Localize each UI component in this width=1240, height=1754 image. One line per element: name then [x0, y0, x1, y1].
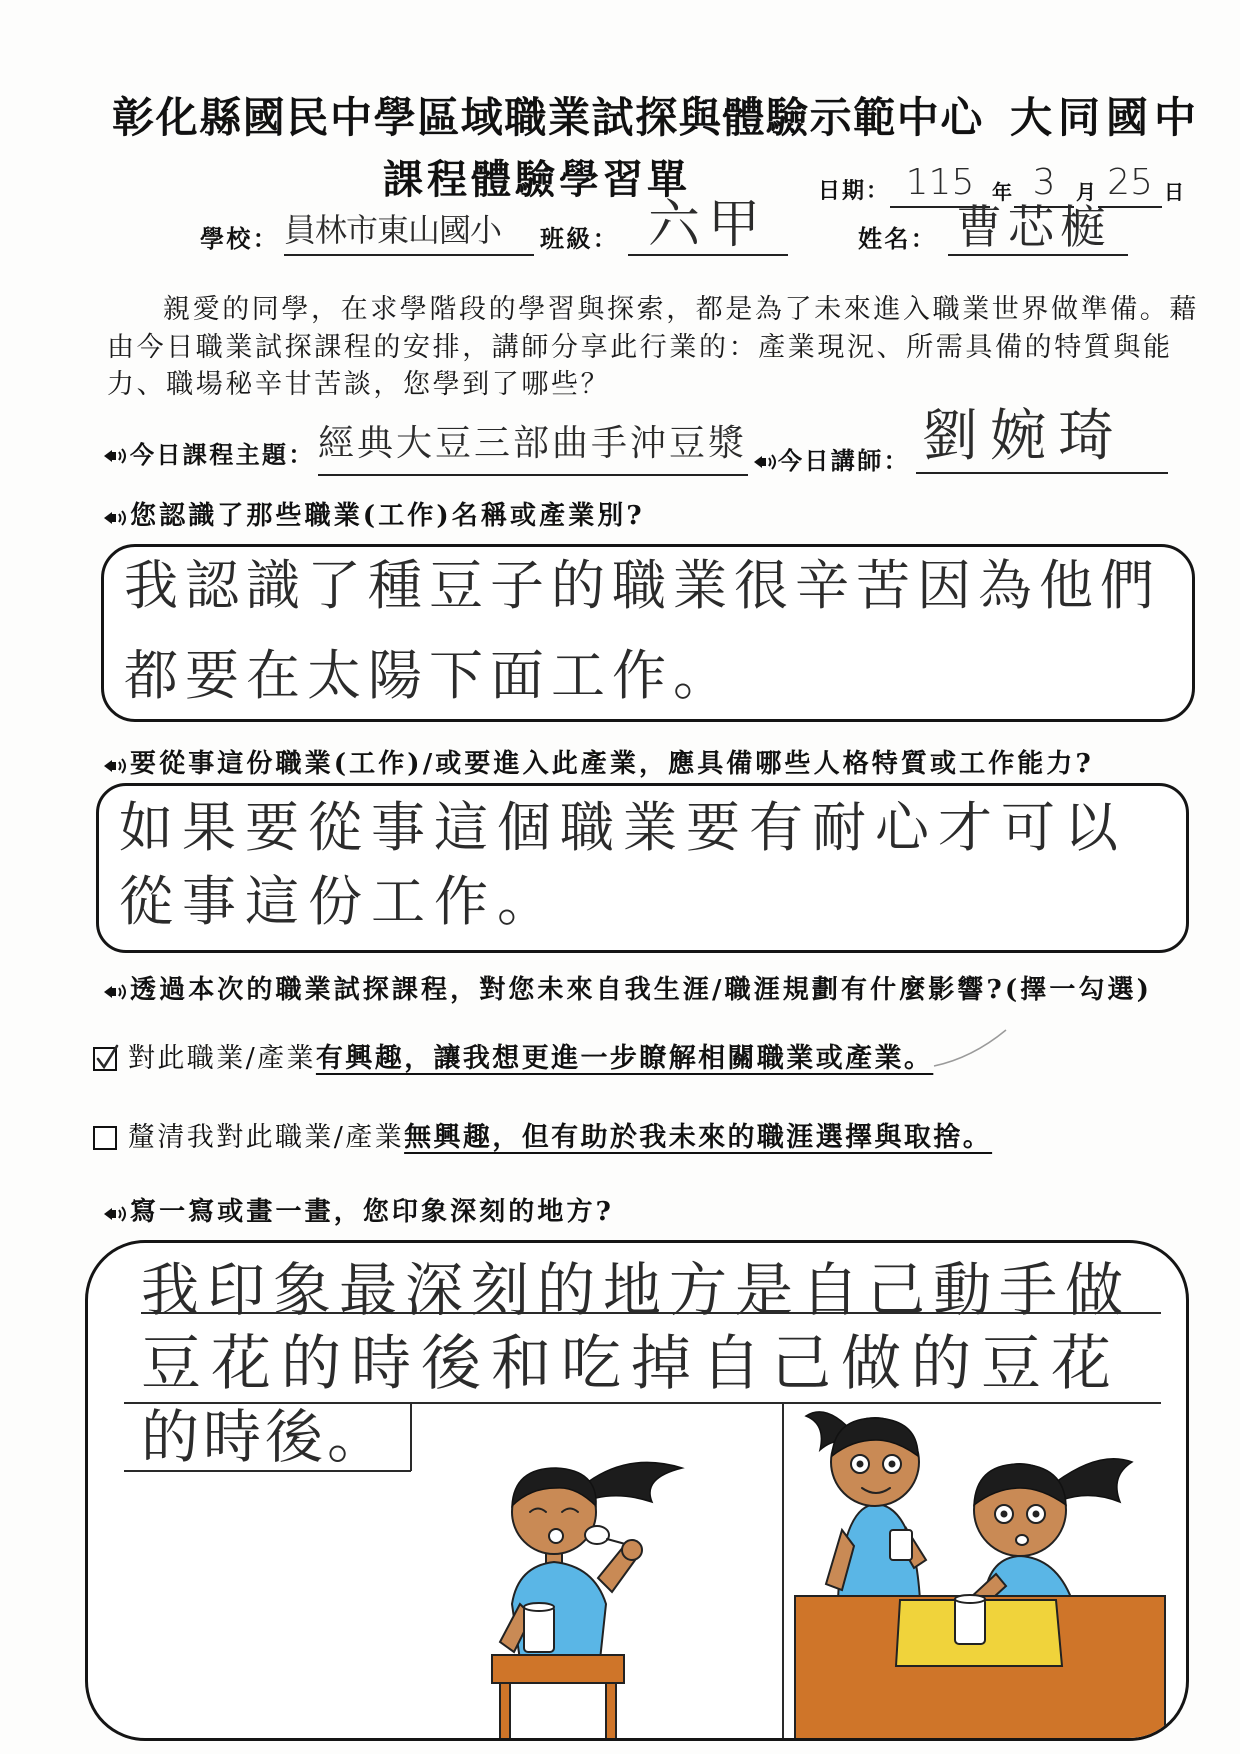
spoon	[585, 1526, 609, 1544]
q3-option-1-prefix: 對此職業/產業	[128, 1043, 316, 1074]
name-field: 曹芯榳	[948, 200, 1128, 256]
cup-rim	[955, 1595, 985, 1603]
table-leg	[500, 1683, 510, 1738]
class-field: 六甲	[628, 196, 788, 256]
q4-label: 寫一寫或畫一畫，您印象深刻的地方?	[130, 1197, 614, 1227]
hand	[622, 1540, 642, 1560]
q3-option-2	[128, 1121, 992, 1155]
date-day: 25	[1098, 160, 1162, 208]
instructor-field: 劉婉琦	[916, 402, 1168, 474]
q3-option-2-emphasis: 無興趣，但有助於我未來的職涯選擇與取捨。	[404, 1122, 993, 1153]
pupil	[1033, 1511, 1040, 1518]
q3-option-2-prefix: 釐清我對此職業/產業	[128, 1122, 405, 1153]
girl-drinking-illustration	[492, 1462, 682, 1738]
speaker-icon	[102, 1204, 128, 1224]
speaker-icon	[102, 982, 128, 1002]
speaker-icon	[102, 508, 128, 528]
q2-answer-line-1: 如果要從事這個職業要有耐心才可以	[119, 796, 1127, 859]
pupil	[889, 1461, 896, 1468]
q4-answer-line-1: 我印象最深刻的地方是自己動手做	[141, 1256, 1132, 1324]
cup	[524, 1606, 554, 1652]
school-field: 員林市東山國小	[284, 206, 534, 256]
q1-label: 您認識了那些職業(工作)名稱或產業別?	[130, 501, 645, 531]
date-month: 3	[1014, 160, 1074, 208]
q3-option-2-checkbox	[93, 1126, 117, 1150]
name-label: 姓名：	[858, 224, 938, 253]
q4-answer-line-2: 豆花的時後和吃掉自己做的豆花	[141, 1329, 1121, 1399]
q3-option-1-checkbox	[93, 1047, 117, 1071]
q4-answer-line-3: 的時後。	[141, 1403, 390, 1471]
q3-label: 透過本次的職業試探課程，對您未來自我生涯/職涯規劃有什麼影響?(擇一勾選)	[130, 975, 1153, 1005]
q4-answer-box	[85, 1240, 1189, 1741]
ponytail	[588, 1462, 682, 1502]
course-topic-label: 今日課程主題：	[130, 440, 315, 469]
mouth	[1016, 1535, 1028, 1545]
ponytail	[1056, 1459, 1132, 1502]
pupil	[857, 1461, 864, 1468]
q1-answer-line-1: 我認識了種豆子的職業很辛苦因為他們	[124, 554, 1161, 617]
cup	[955, 1598, 985, 1644]
cup-rim	[524, 1603, 554, 1611]
q2-label: 要從事這份職業(工作)/或要進入此產業，應具備哪些人格特質或工作能力?	[130, 749, 1094, 779]
two-girls-illustration	[795, 1412, 1165, 1738]
date-day-unit: 日	[1164, 180, 1185, 204]
cup	[890, 1530, 912, 1560]
date-label: 日期：	[818, 178, 891, 204]
date-year-unit: 年	[992, 180, 1013, 204]
instructor-label: 今日講師：	[778, 446, 910, 475]
course-topic-field: 經典大豆三部曲手沖豆漿	[318, 414, 748, 476]
checkmark-icon	[93, 1043, 121, 1073]
q3-option-1	[128, 1042, 933, 1076]
table	[492, 1655, 624, 1683]
date-month-unit: 月	[1076, 180, 1097, 204]
intro-line-2: 由今日職業試探課程的安排，講師分享此行業的：產業現況、所需具備的特質與能	[107, 332, 1173, 363]
date-year: 115	[890, 160, 990, 208]
q2-answer-line-2: 從事這份工作。	[119, 870, 560, 933]
page-subtitle: 課程體驗學習單	[383, 156, 691, 203]
speaker-icon	[102, 756, 128, 776]
school-label: 學校：	[200, 224, 280, 253]
pencil-mark	[930, 1026, 1010, 1072]
intro-line-1: 親愛的同學，在求學階段的學習與探索，都是為了未來進入職業世界做準備。藉	[163, 294, 1199, 325]
class-label: 班級：	[540, 224, 620, 253]
speaker-icon	[102, 446, 128, 466]
q1-answer-box	[101, 544, 1195, 722]
header-school-name: 大同國中	[1010, 93, 1203, 142]
mouth	[549, 1529, 563, 1543]
speaker-icon	[752, 452, 778, 472]
table-leg	[606, 1683, 616, 1738]
q1-answer-line-2: 都要在太陽下面工作。	[124, 644, 734, 707]
q3-option-1-emphasis: 有興趣，讓我想更進一步瞭解相關職業或產業。	[315, 1043, 934, 1074]
q2-answer-box	[96, 783, 1189, 953]
intro-line-3: 力、職場秘辛甘苦談，您學到了哪些？	[107, 369, 611, 400]
pupil	[1001, 1511, 1008, 1518]
header-title: 彰化縣國民中學區域職業試探與體驗示範中心	[112, 93, 985, 142]
